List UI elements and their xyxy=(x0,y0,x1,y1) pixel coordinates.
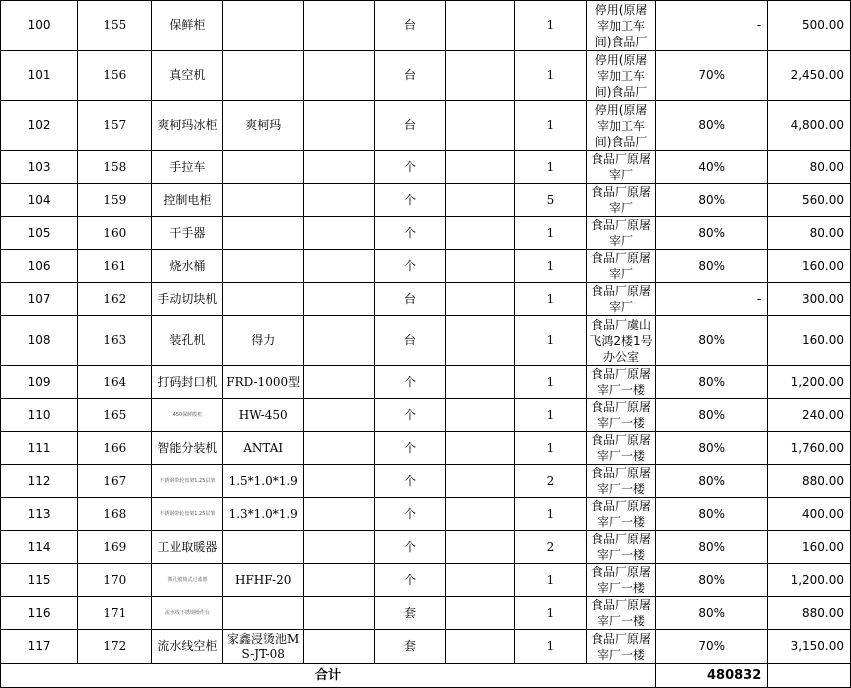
table-row[interactable] xyxy=(1,151,851,184)
total-value: 480832 xyxy=(656,664,768,688)
seq-cell: 113 xyxy=(1,498,78,531)
spec-cell: HW-450 xyxy=(223,399,304,432)
unit-cell: 台 xyxy=(374,283,445,316)
blank-cell xyxy=(304,465,375,498)
amount-cell: 80.00 xyxy=(768,151,851,184)
location-cell: 食品厂原屠宰厂一楼 xyxy=(586,531,655,564)
no-cell: 168 xyxy=(78,498,152,531)
unit-cell: 个 xyxy=(374,184,445,217)
amount-cell: 560.00 xyxy=(768,184,851,217)
spec-cell xyxy=(223,597,304,630)
rate-cell: - xyxy=(656,1,768,51)
blank-cell xyxy=(446,316,515,366)
rate-cell: 80% xyxy=(656,564,768,597)
table-body xyxy=(1,1,851,664)
table-row[interactable] xyxy=(1,531,851,564)
table-row[interactable] xyxy=(1,564,851,597)
spec-cell xyxy=(223,1,304,51)
location-cell: 食品厂虞山飞鸿2楼1号办公室 xyxy=(586,316,655,366)
name-cell: 干手器 xyxy=(152,217,223,250)
blank-cell xyxy=(304,630,375,664)
amount-cell: 500.00 xyxy=(768,1,851,51)
spec-cell: 1.5*1.0*1.9 xyxy=(223,465,304,498)
blank-cell xyxy=(304,51,375,101)
no-cell: 166 xyxy=(78,432,152,465)
no-cell: 157 xyxy=(78,101,152,151)
blank-cell xyxy=(304,399,375,432)
name-cell: 450保鲜膜机 xyxy=(152,399,223,432)
blank-cell xyxy=(304,184,375,217)
no-cell: 163 xyxy=(78,316,152,366)
qty-cell: 1 xyxy=(514,432,586,465)
amount-cell: 160.00 xyxy=(768,250,851,283)
qty-cell: 1 xyxy=(514,217,586,250)
table-row[interactable] xyxy=(1,597,851,630)
seq-cell: 107 xyxy=(1,283,78,316)
table-row[interactable] xyxy=(1,217,851,250)
qty-cell: 1 xyxy=(514,151,586,184)
name-cell: 不锈钢带轮盘架1.25层架 xyxy=(152,465,223,498)
name-cell: 控制电柜 xyxy=(152,184,223,217)
no-cell: 161 xyxy=(78,250,152,283)
location-cell: 食品厂原屠宰厂 xyxy=(586,217,655,250)
qty-cell: 2 xyxy=(514,531,586,564)
seq-cell: 106 xyxy=(1,250,78,283)
seq-cell: 114 xyxy=(1,531,78,564)
blank-cell xyxy=(446,465,515,498)
blank-cell xyxy=(446,151,515,184)
amount-cell: 880.00 xyxy=(768,465,851,498)
seq-cell: 108 xyxy=(1,316,78,366)
unit-cell: 套 xyxy=(374,630,445,664)
qty-cell: 1 xyxy=(514,316,586,366)
table-row[interactable] xyxy=(1,184,851,217)
no-cell: 172 xyxy=(78,630,152,664)
table-row[interactable] xyxy=(1,1,851,51)
table-row[interactable] xyxy=(1,283,851,316)
table-row[interactable] xyxy=(1,630,851,664)
name-cell: 工业取暖器 xyxy=(152,531,223,564)
unit-cell: 台 xyxy=(374,316,445,366)
unit-cell: 个 xyxy=(374,432,445,465)
amount-cell: 880.00 xyxy=(768,597,851,630)
blank-cell xyxy=(304,498,375,531)
table-row[interactable] xyxy=(1,432,851,465)
unit-cell: 个 xyxy=(374,399,445,432)
seq-cell: 115 xyxy=(1,564,78,597)
qty-cell: 1 xyxy=(514,630,586,664)
amount-cell: 1,760.00 xyxy=(768,432,851,465)
location-cell: 食品厂原屠宰厂 xyxy=(586,250,655,283)
blank-cell xyxy=(446,366,515,399)
unit-cell: 个 xyxy=(374,217,445,250)
location-cell: 食品厂原屠宰厂 xyxy=(586,283,655,316)
location-cell: 停用(原屠宰加工车间)食品厂 xyxy=(586,51,655,101)
unit-cell: 个 xyxy=(374,250,445,283)
seq-cell: 112 xyxy=(1,465,78,498)
spec-cell xyxy=(223,151,304,184)
name-cell: 手动切块机 xyxy=(152,283,223,316)
blank-cell xyxy=(304,101,375,151)
qty-cell: 1 xyxy=(514,101,586,151)
table-row[interactable] xyxy=(1,465,851,498)
rate-cell: 80% xyxy=(656,432,768,465)
amount-cell: 240.00 xyxy=(768,399,851,432)
seq-cell: 101 xyxy=(1,51,78,101)
unit-cell: 个 xyxy=(374,151,445,184)
no-cell: 165 xyxy=(78,399,152,432)
rate-cell: 80% xyxy=(656,316,768,366)
seq-cell: 117 xyxy=(1,630,78,664)
name-cell: 烧水桶 xyxy=(152,250,223,283)
amount-cell: 2,450.00 xyxy=(768,51,851,101)
spec-cell: 家鑫浸烫池MS-JT-08 xyxy=(223,630,304,664)
blank-cell xyxy=(446,498,515,531)
location-cell: 食品厂原屠宰厂一楼 xyxy=(586,564,655,597)
rate-cell: 80% xyxy=(656,250,768,283)
location-cell: 食品厂原屠宰厂一楼 xyxy=(586,399,655,432)
amount-cell: 160.00 xyxy=(768,531,851,564)
table-row[interactable] xyxy=(1,51,851,101)
rate-cell: 80% xyxy=(656,217,768,250)
location-cell: 食品厂原屠宰厂 xyxy=(586,184,655,217)
blank-cell xyxy=(304,1,375,51)
name-cell: 打码封口机 xyxy=(152,366,223,399)
no-cell: 155 xyxy=(78,1,152,51)
blank-cell xyxy=(304,366,375,399)
name-cell: 不锈钢带轮盘架1.25层架 xyxy=(152,498,223,531)
spec-cell: HFHF-20 xyxy=(223,564,304,597)
rate-cell: 40% xyxy=(656,151,768,184)
blank-cell xyxy=(304,283,375,316)
unit-cell: 台 xyxy=(374,101,445,151)
blank-cell xyxy=(446,1,515,51)
qty-cell: 1 xyxy=(514,51,586,101)
blank-cell xyxy=(304,564,375,597)
rate-cell: 80% xyxy=(656,465,768,498)
rate-cell: 80% xyxy=(656,184,768,217)
qty-cell: 1 xyxy=(514,1,586,51)
no-cell: 169 xyxy=(78,531,152,564)
blank-cell xyxy=(446,101,515,151)
amount-cell: 1,200.00 xyxy=(768,564,851,597)
spec-cell xyxy=(223,283,304,316)
name-cell: 微孔膜筒式过滤器 xyxy=(152,564,223,597)
no-cell: 170 xyxy=(78,564,152,597)
name-cell: 装孔机 xyxy=(152,316,223,366)
qty-cell: 1 xyxy=(514,597,586,630)
blank-cell xyxy=(304,217,375,250)
blank-cell xyxy=(304,597,375,630)
blank-cell xyxy=(304,151,375,184)
blank-cell xyxy=(446,399,515,432)
unit-cell: 个 xyxy=(374,498,445,531)
blank-cell xyxy=(304,316,375,366)
name-cell: 保鲜柜 xyxy=(152,1,223,51)
rate-cell: 70% xyxy=(656,630,768,664)
location-cell: 停用(原屠宰加工车间)食品厂 xyxy=(586,101,655,151)
no-cell: 156 xyxy=(78,51,152,101)
blank-cell xyxy=(446,630,515,664)
no-cell: 171 xyxy=(78,597,152,630)
location-cell: 停用(原屠宰加工车间)食品厂 xyxy=(586,1,655,51)
rate-cell: 80% xyxy=(656,597,768,630)
blank-cell xyxy=(446,184,515,217)
qty-cell: 5 xyxy=(514,184,586,217)
table-row[interactable] xyxy=(1,250,851,283)
rate-cell: 80% xyxy=(656,366,768,399)
name-cell: 智能分装机 xyxy=(152,432,223,465)
amount-cell: 80.00 xyxy=(768,217,851,250)
name-cell: 流水线不锈钢操作台 xyxy=(152,597,223,630)
blank-cell xyxy=(304,531,375,564)
qty-cell: 1 xyxy=(514,498,586,531)
rate-cell: 80% xyxy=(656,498,768,531)
blank-cell xyxy=(304,432,375,465)
seq-cell: 110 xyxy=(1,399,78,432)
seq-cell: 109 xyxy=(1,366,78,399)
spec-cell xyxy=(223,531,304,564)
qty-cell: 1 xyxy=(514,283,586,316)
blank-cell xyxy=(446,531,515,564)
table-row[interactable] xyxy=(1,101,851,151)
blank-cell xyxy=(304,250,375,283)
unit-cell: 个 xyxy=(374,465,445,498)
seq-cell: 104 xyxy=(1,184,78,217)
no-cell: 162 xyxy=(78,283,152,316)
location-cell: 食品厂原屠宰厂一楼 xyxy=(586,366,655,399)
spec-cell: ANTAI xyxy=(223,432,304,465)
location-cell: 食品厂原屠宰厂一楼 xyxy=(586,432,655,465)
seq-cell: 116 xyxy=(1,597,78,630)
no-cell: 164 xyxy=(78,366,152,399)
spec-cell xyxy=(223,217,304,250)
location-cell: 食品厂原屠宰厂一楼 xyxy=(586,498,655,531)
location-cell: 食品厂原屠宰厂一楼 xyxy=(586,465,655,498)
unit-cell: 个 xyxy=(374,531,445,564)
qty-cell: 2 xyxy=(514,465,586,498)
seq-cell: 103 xyxy=(1,151,78,184)
amount-cell: 400.00 xyxy=(768,498,851,531)
spec-cell xyxy=(223,184,304,217)
blank-cell xyxy=(446,597,515,630)
unit-cell: 台 xyxy=(374,51,445,101)
spec-cell: 1.3*1.0*1.9 xyxy=(223,498,304,531)
name-cell: 爽柯玛冰柜 xyxy=(152,101,223,151)
table-row[interactable] xyxy=(1,316,851,366)
no-cell: 159 xyxy=(78,184,152,217)
unit-cell: 套 xyxy=(374,597,445,630)
unit-cell: 台 xyxy=(374,1,445,51)
spec-cell: 得力 xyxy=(223,316,304,366)
no-cell: 167 xyxy=(78,465,152,498)
table-row[interactable] xyxy=(1,366,851,399)
amount-cell: 1,200.00 xyxy=(768,366,851,399)
blank-cell xyxy=(446,51,515,101)
name-cell: 流水线空柜 xyxy=(152,630,223,664)
location-cell: 食品厂原屠宰厂 xyxy=(586,151,655,184)
name-cell: 手拉车 xyxy=(152,151,223,184)
seq-cell: 111 xyxy=(1,432,78,465)
spec-cell xyxy=(223,51,304,101)
amount-cell: 300.00 xyxy=(768,283,851,316)
blank-cell xyxy=(446,250,515,283)
amount-cell: 160.00 xyxy=(768,316,851,366)
qty-cell: 1 xyxy=(514,399,586,432)
total-label: 合计 xyxy=(1,664,656,688)
no-cell: 158 xyxy=(78,151,152,184)
unit-cell: 个 xyxy=(374,366,445,399)
blank-cell xyxy=(446,564,515,597)
rate-cell: 80% xyxy=(656,101,768,151)
qty-cell: 1 xyxy=(514,250,586,283)
rate-cell: - xyxy=(656,283,768,316)
no-cell: 160 xyxy=(78,217,152,250)
seq-cell: 105 xyxy=(1,217,78,250)
unit-cell: 个 xyxy=(374,564,445,597)
qty-cell: 1 xyxy=(514,366,586,399)
spec-cell: FRD-1000型 xyxy=(223,366,304,399)
table-row[interactable] xyxy=(1,498,851,531)
blank-cell xyxy=(446,283,515,316)
rate-cell: 80% xyxy=(656,399,768,432)
amount-cell: 3,150.00 xyxy=(768,630,851,664)
rate-cell: 70% xyxy=(656,51,768,101)
blank-cell xyxy=(446,432,515,465)
spec-cell: 爽柯玛 xyxy=(223,101,304,151)
table-row[interactable] xyxy=(1,399,851,432)
location-cell: 食品厂原屠宰厂一楼 xyxy=(586,597,655,630)
amount-cell: 4,800.00 xyxy=(768,101,851,151)
location-cell: 食品厂原屠宰厂一楼 xyxy=(586,630,655,664)
spec-cell xyxy=(223,250,304,283)
blank-cell xyxy=(446,217,515,250)
name-cell: 真空机 xyxy=(152,51,223,101)
rate-cell: 80% xyxy=(656,531,768,564)
seq-cell: 100 xyxy=(1,1,78,51)
seq-cell: 102 xyxy=(1,101,78,151)
qty-cell: 1 xyxy=(514,564,586,597)
